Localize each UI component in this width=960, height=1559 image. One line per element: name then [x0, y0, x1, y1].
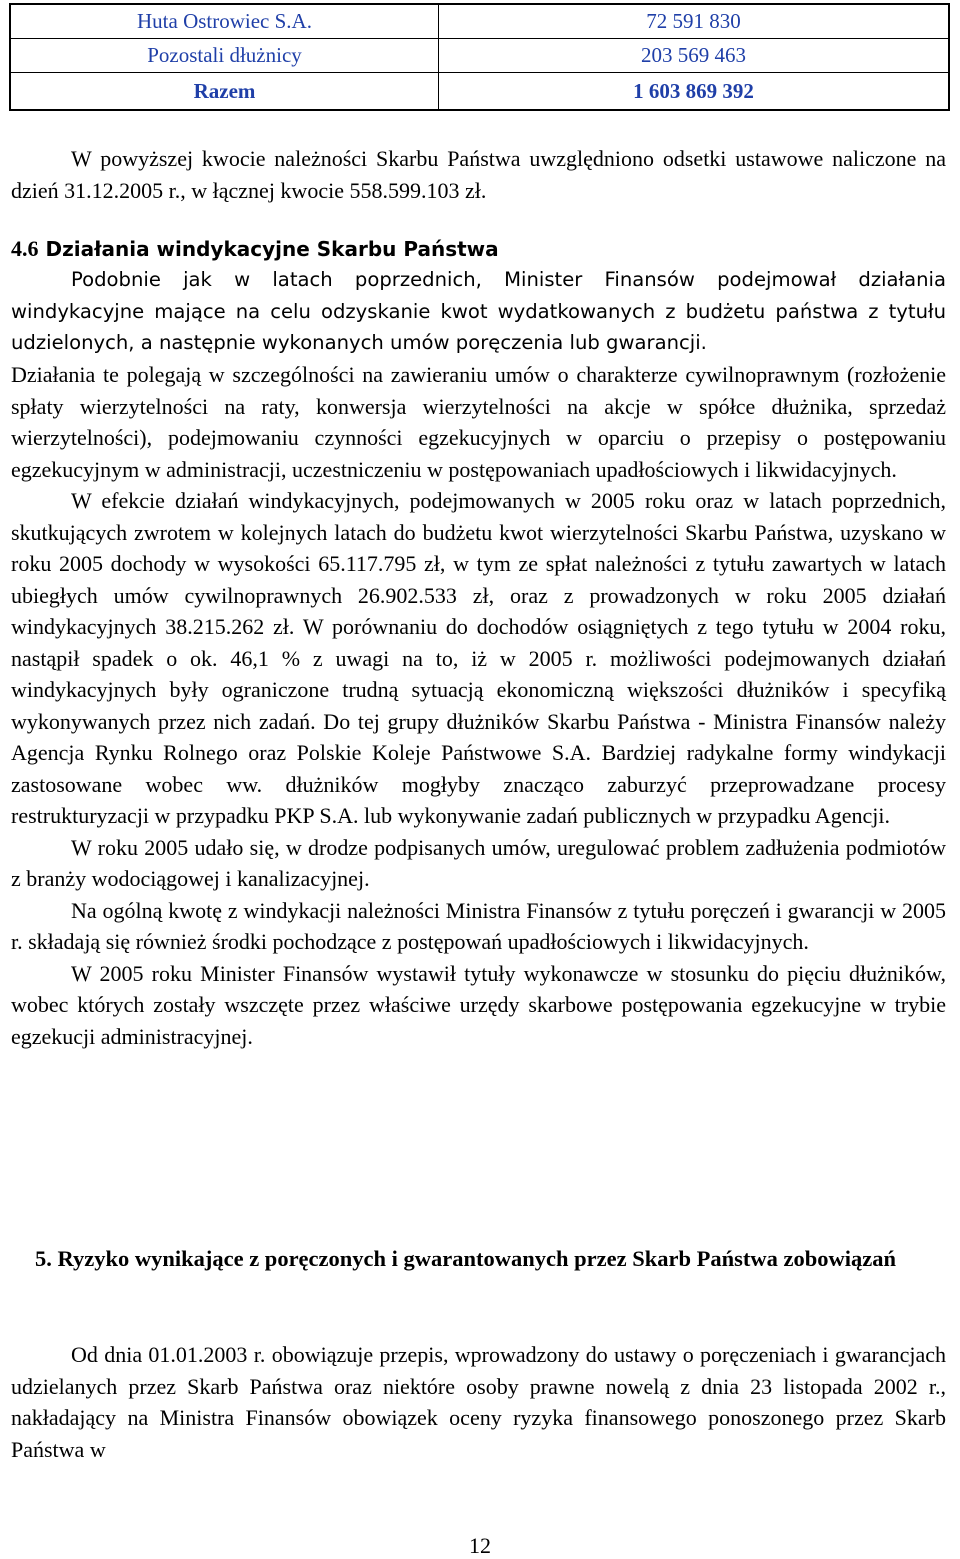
- page-number: 12: [469, 1533, 491, 1558]
- debtor-amount: 203 569 463: [439, 39, 950, 73]
- section-intro-paragraph: Podobnie jak w latach poprzednich, Minister Finansów podejmował działania windykacyjne mające na celu odzyskanie kwot wydatkowanych z budżetu państwa z tytułu udzielonych, a następnie wykonanych umów poręczenia lub gwarancji.: [11, 268, 946, 354]
- body-paragraph: W 2005 roku Minister Finansów wystawił tytuły wykonawcze w stosunku do pięciu dłużników, wobec których zostały wszczęte przez właściwe urzędy skarbowe postępowania egzekucyjne w trybie egzekucji administracyjnej.: [11, 960, 946, 1049]
- body-paragraph: Od dnia 01.01.2003 r. obowiązuje przepis, wprowadzony do ustawy o poręczeniach i gwarancjach udzielanych przez Skarb Państwa oraz niektóre osoby prawne nowelą z dnia 23 listopada 2002 r., nakładający na Ministra Finansów obowiązek oceny ryzyka finansowego ponoszonego przez Skarb Państwa w: [11, 1342, 946, 1462]
- total-amount: 1 603 869 392: [439, 73, 950, 111]
- body-paragraph: W efekcie działań windykacyjnych, podejmowanych w 2005 roku oraz w latach poprzednich, skutkujących zwrotem w kolejnych latach do budżetu kwot wierzytelności Skarbu Państwa, uzyskano w roku 2005 dochody w wysokości 65.117.795 zł, w tym ze spłat należności z tytułu zawartych w latach ubiegłych umów cywilnoprawnych 26.902.533 zł, oraz z prowadzonych w roku 2005 działań windykacyjnych 38.215.262 zł. W porównaniu do dochodów osiągniętych z tego tytułu w 2004 roku, nastąpił spadek o ok. 46,1 % z uwagi na to, iż w 2005 r. możliwości podejmowanych działań windykacyjnych były ograniczone trudną sytuacją ekonomiczną większości dłużników i specyfiką wykonywanych przez nich zadań. Do tej grupy dłużników Skarbu Państwa - Ministra Finansów należy Agencja Rynku Rolnego oraz Polskie Koleje Państwowe S.A. Bardziej radykalne formy windykacji zastosowane wobec ww. dłużników mogłyby znacząco zaburzyć przeprowadzane procesy restrukturyzacji w przypadku PKP S.A. lub wykonywanie zadań publicznych w przypadku Agencji.: [11, 488, 946, 828]
- debtor-amount: 72 591 830: [439, 4, 950, 39]
- debtor-name: Pozostali dłużnicy: [10, 39, 439, 73]
- section-title: Ryzyko wynikające z poręczonych i gwarantowanych przez Skarb Państwa zobowiązań: [57, 1246, 897, 1271]
- table-total-row: [10, 73, 949, 111]
- debt-table: [9, 3, 950, 111]
- body-paragraph: W roku 2005 udało się, w drodze podpisanych umów, uregulować problem zadłużenia podmiotów z branży wodociągowej i kanalizacyjnej.: [11, 834, 946, 891]
- section-title: Działania windykacyjne Skarbu Państwa: [45, 237, 499, 261]
- section-heading-4-6: [11, 233, 946, 266]
- section-number: 4.6: [11, 236, 39, 261]
- total-label: Razem: [10, 73, 439, 111]
- section-number: 5.: [35, 1246, 52, 1271]
- table-row: [10, 39, 949, 73]
- section-heading-5: [11, 1243, 946, 1275]
- body-paragraph: Działania te polegają w szczególności na zawieraniu umów o charakterze cywilnoprawnym (rozłożenie spłaty wierzytelności na raty, konwersja wierzytelności na akcje w spółce dłużnika, sprzedaż wierzytelności), podejmowaniu czynności egzekucyjnych w oparciu o przepisy o postępowaniu egzekucyjnym w administracji, uczestniczeniu w postępowaniach upadłościowych i likwidacyjnych.: [11, 362, 946, 482]
- interest-note-paragraph: W powyższej kwocie należności Skarbu Państwa uwzględniono odsetki ustawowe naliczone na dzień 31.12.2005 r., w łącznej kwocie 558.599.103 zł.: [11, 146, 946, 203]
- section-body: [11, 359, 946, 1052]
- body-paragraph: Na ogólną kwotę z windykacji należności Ministra Finansów z tytułu poręczeń i gwarancji w 2005 r. składają się również środki pochodzące z postępowań upadłościowych i likwidacyjnych.: [11, 897, 946, 954]
- debtor-name: Huta Ostrowiec S.A.: [10, 4, 439, 39]
- table-row: [10, 4, 949, 39]
